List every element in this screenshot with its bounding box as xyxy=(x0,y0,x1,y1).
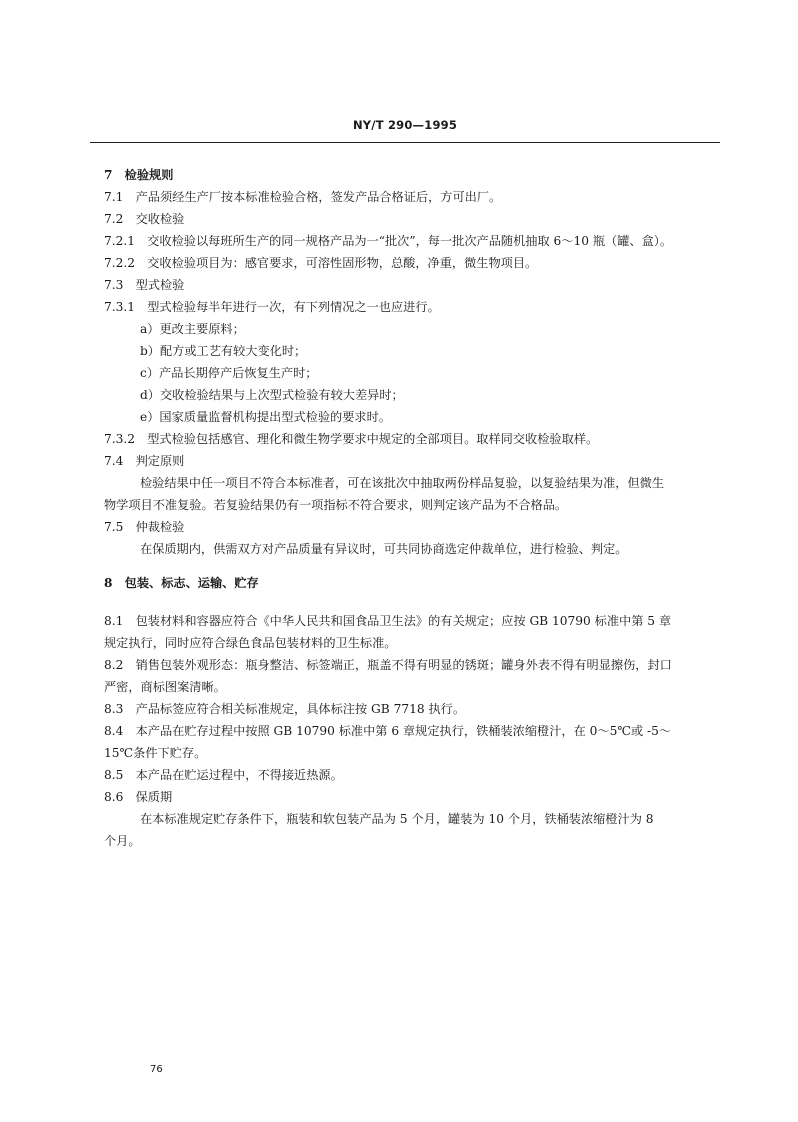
text-line: a）更改主要原料； xyxy=(140,322,245,336)
text-line: c）产品长期停产后恢复生产时； xyxy=(140,366,318,380)
text-line: 7.2 交收检验 xyxy=(104,212,185,226)
text-line: d）交收检验结果与上次型式检验有较大差异时； xyxy=(140,388,404,402)
page-header-standard-code: NY/T 290—1995 xyxy=(352,118,458,132)
page-number: 76 xyxy=(150,1064,163,1075)
text-line: 检验结果中任一项目不符合本标准者，可在该批次中抽取两份样品复验，以复验结果为准，但微生 xyxy=(140,476,665,490)
text-line: 15℃条件下贮存。 xyxy=(104,746,207,760)
text-line: 在本标准规定贮存条件下，瓶装和软包装产品为 5 个月，罐装为 10 个月，铁桶装浓缩橙汁为 8 xyxy=(140,812,654,826)
text-line: 7.4 判定原则 xyxy=(104,454,185,468)
text-line: 8.3 产品标签应符合相关标准规定，具体标注按 GB 7718 执行。 xyxy=(104,702,466,716)
text-line: 物学项目不准复验。若复验结果仍有一项指标不符合要求，则判定该产品为不合格品。 xyxy=(104,498,568,512)
section-8 xyxy=(104,572,724,852)
text-line: 7.1 产品须经生产厂按本标准检验合格，签发产品合格证后，方可出厂。 xyxy=(104,190,502,204)
text-line: 在保质期内，供需双方对产品质量有异议时，可共同协商选定仲裁单位，进行检验、判定。 xyxy=(140,542,628,556)
text-line: 7.5 仲裁检验 xyxy=(104,520,185,534)
text-line: 个月。 xyxy=(104,834,141,848)
section-heading: 7 检验规则 xyxy=(104,168,174,182)
text-line: 7.3 型式检验 xyxy=(104,278,185,292)
section-7 xyxy=(104,164,724,560)
text-line: 8.1 包装材料和容器应符合《中华人民共和国食品卫生法》的有关规定；应按 GB 10790 标准中第 5 章 xyxy=(104,614,672,628)
document-body xyxy=(104,164,724,852)
text-line: 7.2.1 交收检验以每班所生产的同一规格产品为一“批次”，每一批次产品随机抽取 6～10 瓶（罐、盒）。 xyxy=(104,234,673,248)
header-rule xyxy=(90,142,720,143)
text-line: 规定执行，同时应符合绿色食品包装材料的卫生标准。 xyxy=(104,636,397,650)
text-line: 8.4 本产品在贮存过程中按照 GB 10790 标准中第 6 章规定执行，铁桶装浓缩橙汁，在 0～5℃或 -5～ xyxy=(104,724,672,738)
text-line: e）国家质量监督机构提出型式检验的要求时。 xyxy=(140,410,391,424)
text-line: 7.3.2 型式检验包括感官、理化和微生物学要求中规定的全部项目。取样同交收检验取样。 xyxy=(104,432,599,446)
text-line: b）配方或工艺有较大变化时； xyxy=(140,344,307,358)
text-line: 8.5 本产品在贮运过程中，不得接近热源。 xyxy=(104,768,343,782)
text-line: 8.6 保质期 xyxy=(104,790,173,804)
text-line: 7.2.2 交收检验项目为：感官要求，可溶性固形物，总酸，净重，微生物项目。 xyxy=(104,256,538,270)
text-line: 严密，商标图案清晰。 xyxy=(104,680,226,694)
text-line: 8.2 销售包装外观形态：瓶身整洁、标签端正，瓶盖不得有明显的锈斑；罐身外表不得有明显擦伤，封口 xyxy=(104,658,672,672)
text-line: 7.3.1 型式检验每半年进行一次，有下列情况之一也应进行。 xyxy=(104,300,440,314)
section-heading: 8 包装、标志、运输、贮存 xyxy=(104,576,259,590)
